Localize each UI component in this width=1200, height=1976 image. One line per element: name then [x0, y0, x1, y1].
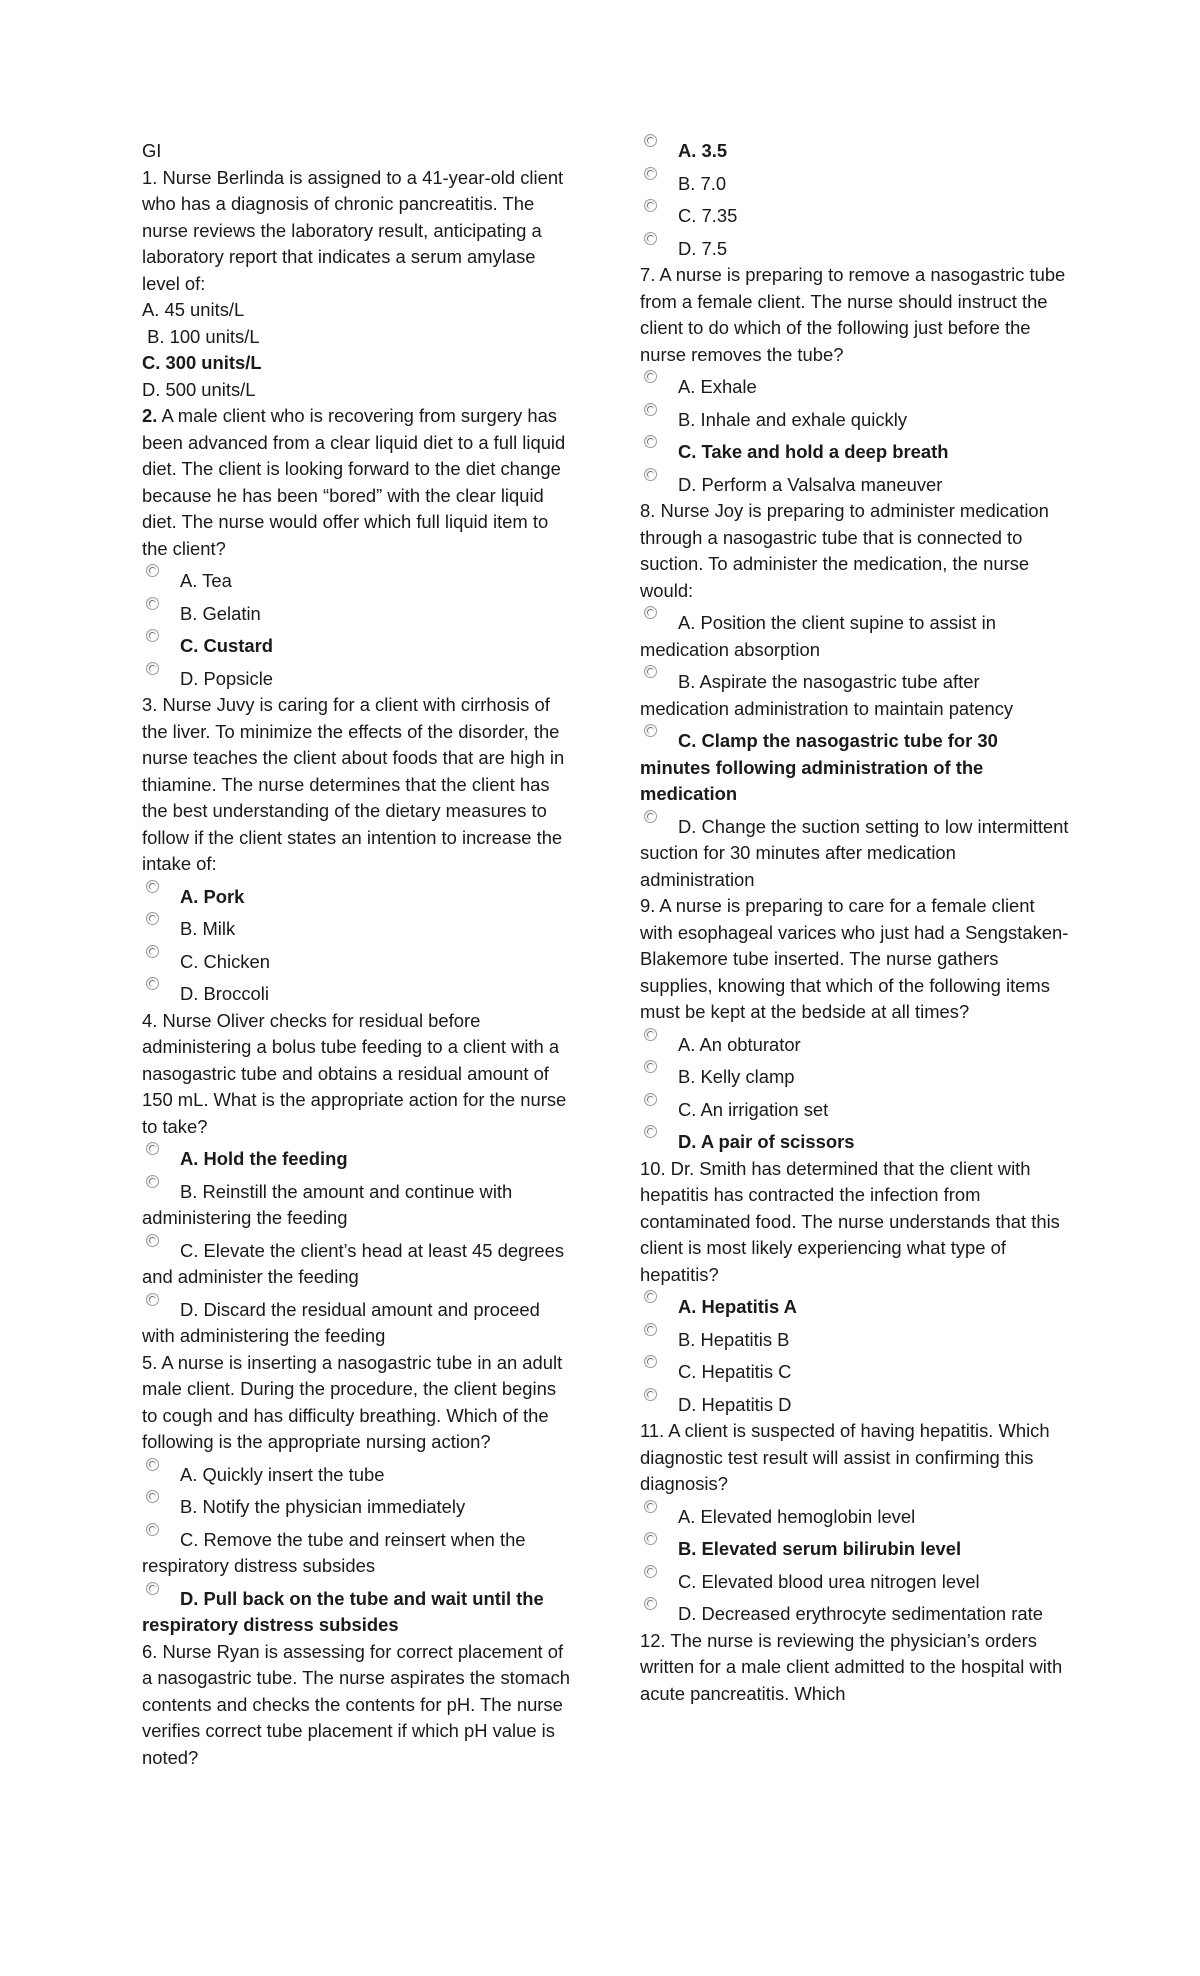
question-1-option-a: A. 45 units/L: [142, 299, 245, 320]
radio-button-icon[interactable]: [146, 662, 159, 675]
radio-button-icon[interactable]: [644, 1597, 657, 1610]
radio-button-icon[interactable]: [644, 1500, 657, 1513]
option-label: A. Exhale: [678, 376, 757, 397]
question-6-text: 6. Nurse Ryan is assessing for correct placement of a nasogastric tube. The nurse aspirates the stomach contents and checks the contents for pH. The nurse verifies correct tube placement if which pH value is noted?: [142, 1640, 570, 1768]
radio-button-icon[interactable]: [146, 1234, 159, 1247]
question-7-option-a[interactable]: [640, 374, 1070, 401]
option-label: A. Hepatitis A: [678, 1296, 797, 1317]
page-title: GI: [142, 140, 162, 161]
radio-button-icon[interactable]: [644, 435, 657, 448]
question-9-option-d[interactable]: [640, 1129, 1070, 1156]
option-label: B. Kelly clamp: [678, 1066, 795, 1087]
radio-button-icon[interactable]: [644, 1323, 657, 1336]
radio-button-icon[interactable]: [146, 880, 159, 893]
radio-button-icon[interactable]: [644, 403, 657, 416]
question-11-option-d[interactable]: [640, 1601, 1070, 1628]
radio-button-icon[interactable]: [644, 1355, 657, 1368]
option-label: A. 3.5: [678, 140, 728, 161]
question-3-option-b[interactable]: [142, 916, 572, 943]
option-label: C. An irrigation set: [678, 1098, 829, 1120]
option-label: A. Tea: [180, 570, 232, 591]
radio-button-icon[interactable]: [146, 912, 159, 925]
question-5-option-a[interactable]: [142, 1462, 572, 1489]
option-label: C. Elevated blood urea nitrogen level: [678, 1570, 980, 1592]
question-5-option-d[interactable]: [142, 1586, 572, 1639]
question-10-option-c[interactable]: [640, 1359, 1070, 1386]
question-4-option-c[interactable]: [142, 1238, 572, 1291]
question-11-option-c[interactable]: [640, 1569, 1070, 1596]
question-1-option-b: B. 100 units/L: [142, 325, 260, 347]
option-label: B. Gelatin: [180, 602, 261, 624]
question-7-option-b[interactable]: [640, 407, 1070, 434]
option-label: C. Clamp the nasogastric tube for 30 minutes following administration of the medication: [640, 730, 998, 804]
question-8-option-a[interactable]: [640, 610, 1070, 663]
option-label: D. Hepatitis D: [678, 1393, 792, 1415]
question-4-option-d[interactable]: [142, 1297, 572, 1350]
option-label: B. Milk: [180, 918, 236, 939]
radio-button-icon[interactable]: [146, 1293, 159, 1306]
question-5-option-c[interactable]: [142, 1527, 572, 1580]
option-label: A. Elevated hemoglobin level: [678, 1505, 916, 1527]
radio-button-icon[interactable]: [644, 1125, 657, 1138]
radio-button-icon[interactable]: [146, 597, 159, 610]
question-2-option-c[interactable]: [142, 633, 572, 660]
option-label: C. Hepatitis C: [678, 1361, 792, 1382]
option-label: B. Notify the physician immediately: [180, 1496, 466, 1517]
question-6-option-d[interactable]: [640, 236, 1070, 263]
radio-button-icon[interactable]: [644, 232, 657, 245]
option-label: C. Chicken: [180, 950, 270, 972]
option-label: C. Custard: [180, 635, 273, 656]
left-column: [142, 138, 572, 1771]
question-11-option-b[interactable]: [640, 1536, 1070, 1563]
question-2-text: [142, 403, 572, 562]
option-label: B. Hepatitis B: [678, 1328, 790, 1350]
radio-button-icon[interactable]: [146, 629, 159, 642]
radio-button-icon[interactable]: [146, 564, 159, 577]
option-label: C. Remove the tube and reinsert when the respiratory distress subsides: [142, 1528, 526, 1576]
question-2-number: 2.: [142, 405, 158, 426]
radio-button-icon[interactable]: [146, 1490, 159, 1503]
radio-button-icon[interactable]: [644, 1532, 657, 1545]
question-7-option-c[interactable]: [640, 439, 1070, 466]
question-1-text: 1. Nurse Berlinda is assigned to a 41-year-old client who has a diagnosis of chronic pancreatitis. The nurse reviews the laboratory result, anticipating a laboratory report that indicates a serum amylase level of:: [142, 166, 564, 294]
option-label: B. Elevated serum bilirubin level: [678, 1538, 962, 1559]
radio-button-icon[interactable]: [644, 606, 657, 619]
question-6-option-b[interactable]: [640, 171, 1070, 198]
option-label: C. 7.35: [678, 205, 738, 226]
question-2-option-a[interactable]: [142, 568, 572, 595]
question-5-option-b[interactable]: [142, 1494, 572, 1521]
option-label: B. Inhale and exhale quickly: [678, 408, 908, 430]
option-label: A. Pork: [180, 885, 245, 907]
question-9-option-c[interactable]: [640, 1097, 1070, 1124]
option-label: A. Hold the feeding: [180, 1148, 348, 1169]
radio-button-icon[interactable]: [644, 1388, 657, 1401]
option-label: D. Popsicle: [180, 667, 274, 689]
option-label: C. Elevate the client’s head at least 45 degrees and administer the feeding: [142, 1239, 565, 1287]
option-label: A. An obturator: [678, 1033, 801, 1055]
question-10-option-b[interactable]: [640, 1327, 1070, 1354]
question-11-option-a[interactable]: [640, 1504, 1070, 1531]
option-label: A. Quickly insert the tube: [180, 1463, 385, 1485]
question-8-option-d[interactable]: [640, 814, 1070, 894]
option-label: A. Position the client supine to assist in medication absorption: [640, 612, 996, 660]
radio-button-icon[interactable]: [644, 370, 657, 383]
radio-button-icon[interactable]: [644, 665, 657, 678]
radio-button-icon[interactable]: [146, 1175, 159, 1188]
radio-button-icon[interactable]: [644, 1565, 657, 1578]
radio-button-icon[interactable]: [146, 1458, 159, 1471]
question-6-option-c[interactable]: [640, 203, 1070, 230]
radio-button-icon[interactable]: [644, 810, 657, 823]
question-1-option-d: D. 500 units/L: [142, 378, 256, 400]
question-3-option-d[interactable]: [142, 981, 572, 1008]
radio-button-icon[interactable]: [644, 199, 657, 212]
radio-button-icon[interactable]: [644, 1028, 657, 1041]
option-label: C. Take and hold a deep breath: [678, 441, 949, 462]
question-8-option-b[interactable]: [640, 669, 1070, 722]
radio-button-icon[interactable]: [644, 1093, 657, 1106]
question-3-text: 3. Nurse Juvy is caring for a client with cirrhosis of the liver. To minimize the effects of the disorder, the nurse teaches the client about foods that are high in thiamine. The nurse determines that the client has the best understanding of the dietary measures to follow if the client states an intention to increase the intake of:: [142, 694, 565, 874]
question-1-option-c: C. 300 units/L: [142, 352, 262, 373]
right-column: [640, 138, 1070, 1707]
question-6-option-a[interactable]: [640, 138, 1070, 165]
option-label: D. Perform a Valsalva maneuver: [678, 473, 943, 495]
question-8-text: 8. Nurse Joy is preparing to administer medication through a nasogastric tube that is connected to suction. To administer the medication, the nurse would:: [640, 500, 1049, 601]
question-4-option-a[interactable]: [142, 1146, 572, 1173]
radio-button-icon[interactable]: [644, 468, 657, 481]
option-label: B. 7.0: [678, 172, 727, 194]
radio-button-icon[interactable]: [644, 134, 657, 147]
question-9-text: 9. A nurse is preparing to care for a female client with esophageal varices who just had a Sengstaken-Blakemore tube inserted. The nurse gathers supplies, knowing that which of the following items must be kept at the bedside at all times?: [640, 895, 1069, 1022]
option-label: D. Change the suction setting to low intermittent suction for 30 minutes after medication administration: [640, 815, 1069, 890]
option-label: D. 7.5: [678, 237, 728, 259]
question-9-option-a[interactable]: [640, 1032, 1070, 1059]
question-5-text: 5. A nurse is inserting a nasogastric tube in an adult male client. During the procedure, the client begins to cough and has difficulty breathing. Which of the following is the appropriate nursing action?: [142, 1351, 563, 1452]
radio-button-icon[interactable]: [644, 1060, 657, 1073]
option-label: D. Decreased erythrocyte sedimentation rate: [678, 1603, 1043, 1624]
question-2-option-b[interactable]: [142, 601, 572, 628]
question-12-text: 12. The nurse is reviewing the physician’s orders written for a male client admitted to the hospital with acute pancreatitis. Which: [640, 1629, 1063, 1704]
radio-button-icon[interactable]: [644, 724, 657, 737]
question-10-text: 10. Dr. Smith has determined that the client with hepatitis has contracted the infection from contaminated food. The nurse understands that this client is most likely experiencing what type of hepatitis?: [640, 1157, 1060, 1285]
question-3-option-a[interactable]: [142, 884, 572, 911]
question-2-option-d[interactable]: [142, 666, 572, 693]
question-11-text: 11. A client is suspected of having hepatitis. Which diagnostic test result will assist in confirming this diagnosis?: [640, 1420, 1050, 1494]
question-7-text: 7. A nurse is preparing to remove a nasogastric tube from a female client. The nurse should instruct the client to do which of the following just before the nurse removes the tube?: [640, 264, 1066, 365]
option-label: D. A pair of scissors: [678, 1131, 855, 1152]
radio-button-icon[interactable]: [146, 977, 159, 990]
option-label: B. Reinstill the amount and continue with administering the feeding: [142, 1180, 513, 1228]
question-4-text: 4. Nurse Oliver checks for residual before administering a bolus tube feeding to a client with a nasogastric tube and obtains a residual amount of 150 mL. What is the appropriate action for the nurse to take?: [142, 1009, 567, 1137]
option-label: D. Pull back on the tube and wait until the respiratory distress subsides: [142, 1587, 544, 1635]
radio-button-icon[interactable]: [146, 1582, 159, 1595]
option-label: D. Broccoli: [180, 983, 269, 1004]
radio-button-icon[interactable]: [644, 167, 657, 180]
radio-button-icon[interactable]: [146, 1523, 159, 1536]
radio-button-icon[interactable]: [644, 1290, 657, 1303]
question-10-option-a[interactable]: [640, 1294, 1070, 1321]
question-9-option-b[interactable]: [640, 1064, 1070, 1091]
option-label: D. Discard the residual amount and proceed with administering the feeding: [142, 1298, 540, 1346]
question-10-option-d[interactable]: [640, 1392, 1070, 1419]
question-8-option-c[interactable]: [640, 728, 1070, 808]
question-4-option-b[interactable]: [142, 1179, 572, 1232]
question-2-body: A male client who is recovering from surgery has been advanced from a clear liquid diet to a full liquid diet. The client is looking forward to the diet change because he has been “bored” with the clear liquid diet. The nurse would offer which full liquid item to the client?: [142, 405, 566, 559]
option-label: B. Aspirate the nasogastric tube after medication administration to maintain patency: [640, 671, 1014, 719]
radio-button-icon[interactable]: [146, 945, 159, 958]
radio-button-icon[interactable]: [146, 1142, 159, 1155]
question-3-option-c[interactable]: [142, 949, 572, 976]
question-7-option-d[interactable]: [640, 472, 1070, 499]
